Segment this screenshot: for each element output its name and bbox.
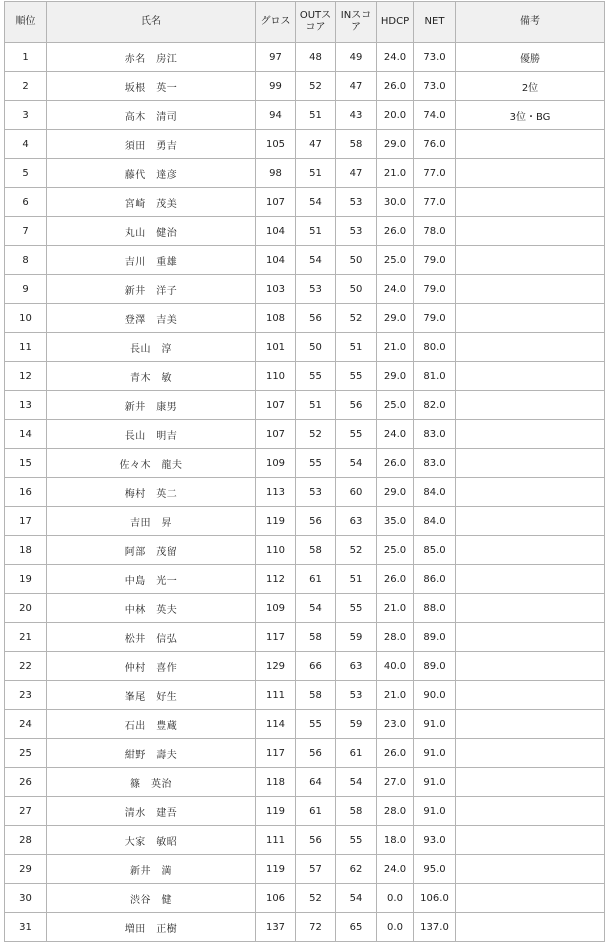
hdcp-cell: 0.0 — [377, 884, 414, 913]
in-score-cell: 52 — [336, 304, 377, 333]
table-row — [5, 72, 605, 101]
net-cell: 85.0 — [414, 536, 456, 565]
net-cell: 78.0 — [414, 217, 456, 246]
in-score-cell: 51 — [336, 565, 377, 594]
in-score-cell: 58 — [336, 797, 377, 826]
note-cell: 2位 — [456, 72, 605, 101]
gross-cell: 98 — [256, 159, 296, 188]
out-score-cell: 58 — [296, 536, 336, 565]
table-row — [5, 101, 605, 130]
note-cell — [456, 478, 605, 507]
name-cell: 吉川 重雄 — [47, 246, 256, 275]
name-cell: 中林 英夫 — [47, 594, 256, 623]
name-cell: 藤代 達彦 — [47, 159, 256, 188]
name-cell: 増田 正樹 — [47, 913, 256, 942]
in-score-cell: 47 — [336, 72, 377, 101]
rank-cell: 19 — [5, 565, 47, 594]
note-cell — [456, 188, 605, 217]
table-row — [5, 913, 605, 942]
hdcp-cell: 20.0 — [377, 101, 414, 130]
gross-cell: 110 — [256, 536, 296, 565]
name-cell: 峯尾 好生 — [47, 681, 256, 710]
rank-cell: 2 — [5, 72, 47, 101]
name-cell: 新井 康男 — [47, 391, 256, 420]
out-score-cell: 56 — [296, 507, 336, 536]
gross-cell: 101 — [256, 333, 296, 362]
out-score-cell: 54 — [296, 594, 336, 623]
out-score-cell: 54 — [296, 188, 336, 217]
out-score-cell: 51 — [296, 159, 336, 188]
header-out-score: OUTスコア — [296, 2, 336, 43]
note-cell — [456, 884, 605, 913]
hdcp-cell: 24.0 — [377, 420, 414, 449]
table-row — [5, 391, 605, 420]
note-cell — [456, 217, 605, 246]
rank-cell: 16 — [5, 478, 47, 507]
table-row — [5, 884, 605, 913]
note-cell: 3位・BG — [456, 101, 605, 130]
gross-cell: 103 — [256, 275, 296, 304]
in-score-cell: 47 — [336, 159, 377, 188]
hdcp-cell: 21.0 — [377, 159, 414, 188]
in-score-cell: 53 — [336, 188, 377, 217]
out-score-cell: 53 — [296, 275, 336, 304]
in-score-cell: 52 — [336, 536, 377, 565]
hdcp-cell: 26.0 — [377, 739, 414, 768]
name-cell: 青木 敏 — [47, 362, 256, 391]
net-cell: 81.0 — [414, 362, 456, 391]
net-cell: 91.0 — [414, 768, 456, 797]
hdcp-cell: 0.0 — [377, 913, 414, 942]
hdcp-cell: 21.0 — [377, 681, 414, 710]
out-score-cell: 51 — [296, 217, 336, 246]
net-cell: 93.0 — [414, 826, 456, 855]
hdcp-cell: 29.0 — [377, 362, 414, 391]
in-score-cell: 59 — [336, 710, 377, 739]
table-row — [5, 681, 605, 710]
note-cell — [456, 855, 605, 884]
rank-cell: 18 — [5, 536, 47, 565]
net-cell: 84.0 — [414, 478, 456, 507]
rank-cell: 10 — [5, 304, 47, 333]
gross-cell: 118 — [256, 768, 296, 797]
note-cell — [456, 130, 605, 159]
rank-cell: 6 — [5, 188, 47, 217]
rank-cell: 7 — [5, 217, 47, 246]
table-row — [5, 246, 605, 275]
net-cell: 88.0 — [414, 594, 456, 623]
in-score-cell: 56 — [336, 391, 377, 420]
rank-cell: 5 — [5, 159, 47, 188]
rank-cell: 11 — [5, 333, 47, 362]
name-cell: 中島 光一 — [47, 565, 256, 594]
out-score-cell: 57 — [296, 855, 336, 884]
name-cell: 新井 満 — [47, 855, 256, 884]
net-cell: 77.0 — [414, 188, 456, 217]
name-cell: 丸山 健治 — [47, 217, 256, 246]
net-cell: 83.0 — [414, 449, 456, 478]
out-score-cell: 56 — [296, 304, 336, 333]
header-net: NET — [414, 2, 456, 43]
hdcp-cell: 18.0 — [377, 826, 414, 855]
in-score-cell: 63 — [336, 507, 377, 536]
rank-cell: 21 — [5, 623, 47, 652]
net-cell: 90.0 — [414, 681, 456, 710]
out-score-cell: 56 — [296, 826, 336, 855]
header-in-score: INスコア — [336, 2, 377, 43]
name-cell: 長山 淳 — [47, 333, 256, 362]
table-row — [5, 333, 605, 362]
net-cell: 77.0 — [414, 159, 456, 188]
in-score-cell: 51 — [336, 333, 377, 362]
name-cell: 高木 清司 — [47, 101, 256, 130]
results-body — [5, 43, 605, 942]
in-score-cell: 61 — [336, 739, 377, 768]
note-cell — [456, 739, 605, 768]
name-cell: 新井 洋子 — [47, 275, 256, 304]
rank-cell: 8 — [5, 246, 47, 275]
in-score-cell: 55 — [336, 826, 377, 855]
table-row — [5, 478, 605, 507]
table-row — [5, 594, 605, 623]
note-cell — [456, 652, 605, 681]
in-score-cell: 50 — [336, 246, 377, 275]
net-cell: 89.0 — [414, 652, 456, 681]
note-cell — [456, 391, 605, 420]
gross-cell: 107 — [256, 420, 296, 449]
net-cell: 82.0 — [414, 391, 456, 420]
hdcp-cell: 29.0 — [377, 130, 414, 159]
gross-cell: 105 — [256, 130, 296, 159]
rank-cell: 14 — [5, 420, 47, 449]
rank-cell: 31 — [5, 913, 47, 942]
table-row — [5, 623, 605, 652]
note-cell — [456, 333, 605, 362]
hdcp-cell: 25.0 — [377, 391, 414, 420]
hdcp-cell: 26.0 — [377, 449, 414, 478]
gross-cell: 104 — [256, 217, 296, 246]
hdcp-cell: 29.0 — [377, 304, 414, 333]
rank-cell: 17 — [5, 507, 47, 536]
gross-cell: 137 — [256, 913, 296, 942]
hdcp-cell: 30.0 — [377, 188, 414, 217]
net-cell: 73.0 — [414, 72, 456, 101]
note-cell — [456, 681, 605, 710]
gross-cell: 111 — [256, 826, 296, 855]
net-cell: 79.0 — [414, 246, 456, 275]
in-score-cell: 60 — [336, 478, 377, 507]
name-cell: 松井 信弘 — [47, 623, 256, 652]
rank-cell: 25 — [5, 739, 47, 768]
gross-cell: 119 — [256, 507, 296, 536]
name-cell: 清水 建吾 — [47, 797, 256, 826]
gross-cell: 114 — [256, 710, 296, 739]
rank-cell: 28 — [5, 826, 47, 855]
net-cell: 76.0 — [414, 130, 456, 159]
table-row — [5, 507, 605, 536]
note-cell — [456, 507, 605, 536]
note-cell: 優勝 — [456, 43, 605, 72]
net-cell: 89.0 — [414, 623, 456, 652]
table-row — [5, 652, 605, 681]
hdcp-cell: 24.0 — [377, 855, 414, 884]
hdcp-cell: 28.0 — [377, 623, 414, 652]
in-score-cell: 49 — [336, 43, 377, 72]
table-row — [5, 855, 605, 884]
hdcp-cell: 25.0 — [377, 246, 414, 275]
rank-cell: 12 — [5, 362, 47, 391]
name-cell: 紺野 壽夫 — [47, 739, 256, 768]
hdcp-cell: 28.0 — [377, 797, 414, 826]
hdcp-cell: 29.0 — [377, 478, 414, 507]
hdcp-cell: 25.0 — [377, 536, 414, 565]
out-score-cell: 55 — [296, 449, 336, 478]
note-cell — [456, 768, 605, 797]
hdcp-cell: 21.0 — [377, 333, 414, 362]
out-score-cell: 52 — [296, 884, 336, 913]
note-cell — [456, 826, 605, 855]
out-score-cell: 61 — [296, 565, 336, 594]
rank-cell: 3 — [5, 101, 47, 130]
net-cell: 86.0 — [414, 565, 456, 594]
name-cell: 須田 勇吉 — [47, 130, 256, 159]
net-cell: 91.0 — [414, 797, 456, 826]
note-cell — [456, 913, 605, 942]
name-cell: 吉田 昇 — [47, 507, 256, 536]
table-row — [5, 420, 605, 449]
table-row — [5, 130, 605, 159]
out-score-cell: 58 — [296, 623, 336, 652]
note-cell — [456, 536, 605, 565]
out-score-cell: 53 — [296, 478, 336, 507]
table-row — [5, 275, 605, 304]
table-row — [5, 565, 605, 594]
name-cell: 渋谷 健 — [47, 884, 256, 913]
in-score-cell: 50 — [336, 275, 377, 304]
name-cell: 佐々木 龍夫 — [47, 449, 256, 478]
note-cell — [456, 159, 605, 188]
net-cell: 91.0 — [414, 710, 456, 739]
name-cell: 赤名 房江 — [47, 43, 256, 72]
name-cell: 仲村 喜作 — [47, 652, 256, 681]
in-score-cell: 53 — [336, 681, 377, 710]
table-row — [5, 536, 605, 565]
gross-cell: 109 — [256, 594, 296, 623]
rank-cell: 30 — [5, 884, 47, 913]
gross-cell: 94 — [256, 101, 296, 130]
in-score-cell: 55 — [336, 362, 377, 391]
out-score-cell: 50 — [296, 333, 336, 362]
note-cell — [456, 362, 605, 391]
gross-cell: 111 — [256, 681, 296, 710]
rank-cell: 24 — [5, 710, 47, 739]
rank-cell: 1 — [5, 43, 47, 72]
name-cell: 石出 豊蔵 — [47, 710, 256, 739]
name-cell: 長山 明吉 — [47, 420, 256, 449]
gross-cell: 110 — [256, 362, 296, 391]
net-cell: 74.0 — [414, 101, 456, 130]
table-row — [5, 739, 605, 768]
name-cell: 坂根 英一 — [47, 72, 256, 101]
gross-cell: 106 — [256, 884, 296, 913]
name-cell: 大家 敏昭 — [47, 826, 256, 855]
table-row — [5, 826, 605, 855]
hdcp-cell: 24.0 — [377, 275, 414, 304]
hdcp-cell: 40.0 — [377, 652, 414, 681]
out-score-cell: 61 — [296, 797, 336, 826]
net-cell: 83.0 — [414, 420, 456, 449]
in-score-cell: 55 — [336, 594, 377, 623]
net-cell: 79.0 — [414, 304, 456, 333]
net-cell: 106.0 — [414, 884, 456, 913]
note-cell — [456, 797, 605, 826]
in-score-cell: 65 — [336, 913, 377, 942]
rank-cell: 26 — [5, 768, 47, 797]
note-cell — [456, 594, 605, 623]
gross-cell: 119 — [256, 855, 296, 884]
note-cell — [456, 304, 605, 333]
out-score-cell: 58 — [296, 681, 336, 710]
rank-cell: 15 — [5, 449, 47, 478]
out-score-cell: 52 — [296, 72, 336, 101]
net-cell: 84.0 — [414, 507, 456, 536]
rank-cell: 22 — [5, 652, 47, 681]
in-score-cell: 55 — [336, 420, 377, 449]
out-score-cell: 55 — [296, 362, 336, 391]
in-score-cell: 43 — [336, 101, 377, 130]
results-table — [4, 1, 605, 942]
rank-cell: 27 — [5, 797, 47, 826]
net-cell: 79.0 — [414, 275, 456, 304]
in-score-cell: 53 — [336, 217, 377, 246]
header-row — [5, 2, 605, 43]
hdcp-cell: 23.0 — [377, 710, 414, 739]
table-row — [5, 797, 605, 826]
name-cell: 篠 英治 — [47, 768, 256, 797]
gross-cell: 117 — [256, 623, 296, 652]
in-score-cell: 63 — [336, 652, 377, 681]
in-score-cell: 59 — [336, 623, 377, 652]
net-cell: 80.0 — [414, 333, 456, 362]
hdcp-cell: 26.0 — [377, 217, 414, 246]
header-gross: グロス — [256, 2, 296, 43]
out-score-cell: 64 — [296, 768, 336, 797]
hdcp-cell: 35.0 — [377, 507, 414, 536]
hdcp-cell: 27.0 — [377, 768, 414, 797]
gross-cell: 107 — [256, 188, 296, 217]
table-row — [5, 159, 605, 188]
in-score-cell: 58 — [336, 130, 377, 159]
note-cell — [456, 275, 605, 304]
hdcp-cell: 26.0 — [377, 565, 414, 594]
gross-cell: 129 — [256, 652, 296, 681]
name-cell: 阿部 茂留 — [47, 536, 256, 565]
in-score-cell: 62 — [336, 855, 377, 884]
net-cell: 137.0 — [414, 913, 456, 942]
table-row — [5, 188, 605, 217]
name-cell: 宮崎 茂美 — [47, 188, 256, 217]
net-cell: 95.0 — [414, 855, 456, 884]
hdcp-cell: 21.0 — [377, 594, 414, 623]
note-cell — [456, 623, 605, 652]
gross-cell: 119 — [256, 797, 296, 826]
out-score-cell: 48 — [296, 43, 336, 72]
rank-cell: 9 — [5, 275, 47, 304]
rank-cell: 13 — [5, 391, 47, 420]
gross-cell: 109 — [256, 449, 296, 478]
name-cell: 登澤 吉美 — [47, 304, 256, 333]
rank-cell: 29 — [5, 855, 47, 884]
gross-cell: 113 — [256, 478, 296, 507]
table-row — [5, 449, 605, 478]
note-cell — [456, 565, 605, 594]
gross-cell: 117 — [256, 739, 296, 768]
out-score-cell: 54 — [296, 246, 336, 275]
gross-cell: 97 — [256, 43, 296, 72]
note-cell — [456, 449, 605, 478]
net-cell: 91.0 — [414, 739, 456, 768]
out-score-cell: 47 — [296, 130, 336, 159]
gross-cell: 104 — [256, 246, 296, 275]
header-hdcp: HDCP — [377, 2, 414, 43]
out-score-cell: 51 — [296, 391, 336, 420]
gross-cell: 107 — [256, 391, 296, 420]
net-cell: 73.0 — [414, 43, 456, 72]
in-score-cell: 54 — [336, 884, 377, 913]
name-cell: 梅村 英二 — [47, 478, 256, 507]
header-note: 備考 — [456, 2, 605, 43]
rank-cell: 4 — [5, 130, 47, 159]
hdcp-cell: 24.0 — [377, 43, 414, 72]
rank-cell: 23 — [5, 681, 47, 710]
header-rank: 順位 — [5, 2, 47, 43]
out-score-cell: 72 — [296, 913, 336, 942]
table-row — [5, 43, 605, 72]
note-cell — [456, 710, 605, 739]
table-row — [5, 304, 605, 333]
table-row — [5, 710, 605, 739]
gross-cell: 99 — [256, 72, 296, 101]
out-score-cell: 52 — [296, 420, 336, 449]
gross-cell: 112 — [256, 565, 296, 594]
out-score-cell: 51 — [296, 101, 336, 130]
header-name: 氏名 — [47, 2, 256, 43]
in-score-cell: 54 — [336, 768, 377, 797]
rank-cell: 20 — [5, 594, 47, 623]
table-row — [5, 768, 605, 797]
out-score-cell: 56 — [296, 739, 336, 768]
gross-cell: 108 — [256, 304, 296, 333]
in-score-cell: 54 — [336, 449, 377, 478]
note-cell — [456, 246, 605, 275]
table-row — [5, 217, 605, 246]
out-score-cell: 55 — [296, 710, 336, 739]
table-row — [5, 362, 605, 391]
hdcp-cell: 26.0 — [377, 72, 414, 101]
note-cell — [456, 420, 605, 449]
out-score-cell: 66 — [296, 652, 336, 681]
